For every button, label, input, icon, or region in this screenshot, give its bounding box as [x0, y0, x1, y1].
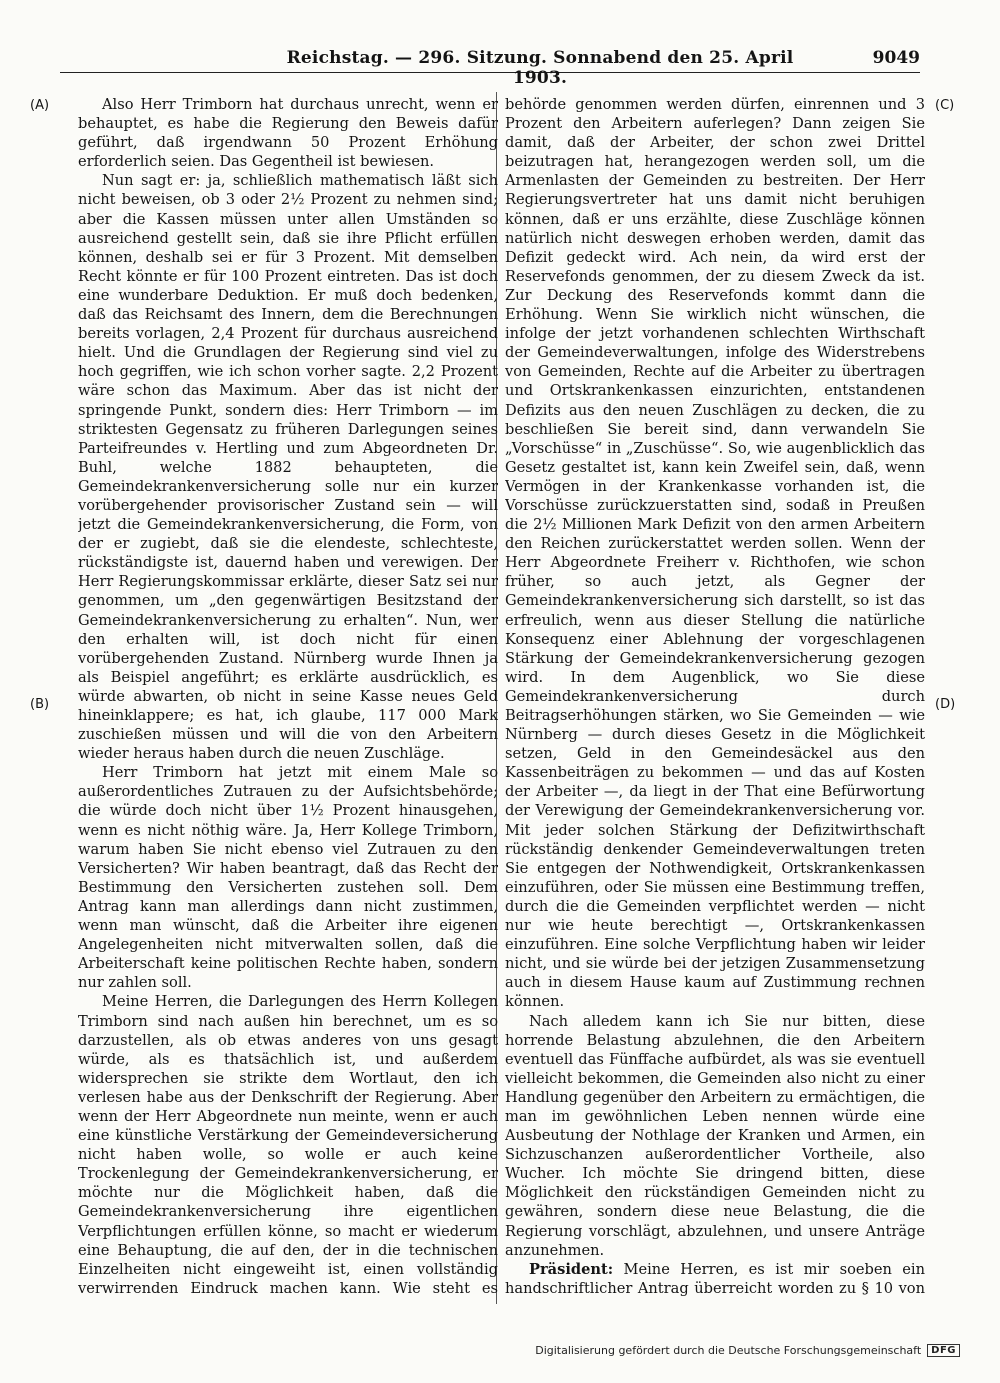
margin-marker-d: (D) — [935, 697, 956, 712]
paragraph: Meine Herren, die Darlegungen des Herrn Kollegen Trimborn sind nach außen hin berechnet, um es so darzustellen, als ob etwas anderes von uns gesagt würde, als es thatsächlich ist, und außerdem widersprechen sie strikte dem Wortlaut, den ich verlesen habe aus der Denkschrift der Regierung. Aber wenn der Herr Abgeordnete nun meinte, wenn er auch eine künstliche Verstärkung der Gemeindeversicherung nicht haben wolle, so wolle er auch keine Trockenlegung der Gemeindekrankenversicherung, er möchte nur die Möglichkeit haben, daß die Gemeindekrankenversicherung ihre eigentlichen Verpflichtungen erfüllen könne, so macht er wiederum eine Behauptung, die auf den, der in die technischen Einzelheiten nicht eingeweiht ist, einen vollständig verwirrenden Eindruck machen kann. Wie steht es — [78, 993, 498, 1297]
margin-marker-a: (A) — [30, 98, 50, 113]
left-column — [78, 95, 498, 1300]
paragraph: Nach alledem kann ich Sie nur bitten, diese horrende Belastung abzulehnen, die den Arbeitern eventuell das Fünffache aufbürdet, als was sie eventuell vielleicht bekommen, die Gemeinden also nicht zu einer Handlung gegenüber den Arbeitern zu ermächtigen, die man im gewöhnlichen Leben nennen würde eine Ausbeutung der Nothlage der Kranken und Armen, ein Sichzuschanzen außerordentlicher Vortheile, also Wucher. Ich möchte Sie dringend bitten, diese Möglichkeit den rückständigen Gemeinden nicht zu gewähren, sondern diese neue Belastung, die die Regierung vorschlägt, abzulehnen, und unsere Anträge anzunehmen. — [505, 1012, 925, 1259]
running-head: Reichstag. — 296. Sitzung. Sonnabend den 25. April 1903. — [286, 48, 794, 88]
paragraph: Also Herr Trimborn hat durchaus unrecht, wenn er behauptet, es habe die Regierung den Beweis dafür geführt, daß irgendwann 50 Prozent Erhöhung erforderlich seien. Das Gegentheil ist bewiesen. — [78, 96, 498, 171]
paragraph: Herr Trimborn hat jetzt mit einem Male so außerordentliches Zutrauen zu der Aufsichtsbehörde; die würde doch nicht über 1½ Prozent hinausgehen, wenn es nicht nöthig wäre. Ja, Herr Kollege Trimborn, warum haben Sie nicht ebenso viel Zutrauen zu den Versicherten? Wir haben beantragt, daß das Recht der Bestimmung den Versicherten zustehen soll. Dem Antrag kann man allerdings dann nicht zustimmen, wenn man wünscht, daß die Arbeiter ihre eigenen Angelegenheiten nicht mitverwalten sollen, daß die Arbeiterschaft keine politischen Rechte haben, sondern nur zahlen soll. — [78, 764, 498, 992]
president-text: Meine Herren, es ist mir soeben ein handschriftlicher Antrag überreicht worden zu § 10 von — [505, 1260, 925, 1297]
footer-credit: Digitalisierung gefördert durch die Deutsche Forschungsgemeinschaft — [535, 1344, 922, 1357]
speaker-label-president: Präsident: — [529, 1260, 614, 1278]
president-statement — [505, 1260, 925, 1300]
dfg-logo: DFG — [927, 1344, 960, 1357]
page-number: 9049 — [872, 48, 920, 68]
page-header — [60, 48, 920, 88]
margin-marker-c: (C) — [935, 98, 955, 113]
paragraph: Nun sagt er: ja, schließlich mathematisch läßt sich nicht beweisen, ob 3 oder 2½ Prozent zu nehmen sind; aber die Kassen müssen unter allen Umständen so ausreichend gestellt sein, daß sie ihre Pflicht erfüllen können, deshalb sei er für 3 Prozent. Mit demselben Recht könnte er für 100 Prozent eintreten. Das ist doch eine wunderbare Deduktion. Er muß doch bedenken, daß das Reichsamt des Innern, dem die Berechnungen bereits vorlagen, 2,4 Prozent für durchaus ausreichend hielt. Und die Grundlagen der Regierung sind viel zu hoch gegriffen, wie ich schon vorher sagte. 2,2 Prozent wäre schon das Maximum. Aber das ist nicht der springende Punkt, sondern dies: Herr Trimborn — im striktesten Gegensatz zu früheren Darlegungen seines Parteifreundes v. Hertling und zum Abgeordneten Dr. Buhl, welche 1882 behaupteten, die Gemeindekrankenversicherung solle nur ein kurzer vorübergehender provisorischer Zustand sein — will jetzt die Gemeindekrankenversicherung, die Form, von der er zugiebt, daß sie die elendeste, schlechteste, rückständigste ist, dauernd haben und verewigen. Der Herr Regierungskommissar erklärte, dieser Satz sei nur genommen, um „den gegenwärtigen Besitzstand der Gemeindekrankenversicherung zu erhalten“. Nun, wer den erhalten will, ist doch nicht für einen vorübergehenden Zustand. Nürnberg wurde Ihnen ja als Beispiel angeführt; es erklärte ausdrücklich, es würde abwarten, ob nicht in seine Kasse neues Geld hineinklappere; es hat, ich glaube, 117 000 Mark zuschießen müssen und will die von den Arbeitern wieder heraus haben durch die neuen Zuschläge. — [78, 172, 498, 763]
right-column — [505, 95, 925, 1300]
footer — [535, 1344, 960, 1357]
margin-marker-b: (B) — [30, 697, 50, 712]
paragraph-continuation: behörde genommen werden dürfen, einrennen und 3 Prozent den Arbeitern auferlegen? Dann zeigen Sie damit, daß der Arbeiter, der schon zwei Drittel beizutragen hat, herangezogen werden soll, um die Armenlasten der Gemeinden zu bestreiten. Der Herr Regierungsvertreter hat uns damit nicht beruhigen können, daß er uns erzählte, diese Zuschläge können natürlich nicht deswegen erhoben werden, damit das Defizit gedeckt wird. Ach nein, da wird erst der Reservefonds genommen, der zu diesem Zweck da ist. Zur Deckung des Reservefonds kommt dann die Erhöhung. Wenn Sie wirklich nicht wünschen, die infolge der jetzt vorhandenen schlechten Wirthschaft der Gemeindeverwaltungen, infolge des Widerstrebens von Gemeinden, Rechte auf die Arbeiter zu übertragen und Ortskrankenkassen einzurichten, entstandenen Defizits aus den neuen Zuschlägen zu decken, die zu beschließen Sie bereit sind, dann verwandeln Sie „Vorschüsse“ in „Zuschüsse“. So, wie augenblicklich das Gesetz gestaltet ist, kann kein Zweifel sein, daß, wenn Vermögen in der Krankenkasse vorhanden ist, die Vorschüsse zurückzuerstatten sind, sodaß in Preußen die 2½ Millionen Mark Defizit von den armen Arbeitern den Reichen zurückerstattet werden sollen. Wenn der Herr Abgeordnete Freiherr v. Richthofen, wie schon früher, so auch jetzt, als Gegner der Gemeindekrankenversicherung sich darstellt, so ist das erfreulich, wenn aus dieser Stellung die natürliche Konsequenz einer Ablehnung der vorgeschlagenen Stärkung der Gemeindekrankenversicherung gezogen wird. In dem Augenblick, wo Sie diese Gemeindekrankenversicherung durch Beitragserhöhungen stärken, wo Sie Gemeinden — wie Nürnberg — durch dieses Gesetz in die Möglichkeit setzen, Geld in den Gemeindesäckel aus den Kassenbeiträgen zu bekommen — und das auf Kosten der Arbeiter —, da liegt in der That eine Befürwortung der Verewigung der Gemeindekrankenversicherung vor. Mit jeder solchen Stärkung der Defizitwirthschaft rückständig denkender Gemeindeverwaltungen treten Sie entgegen der Nothwendigkeit, Ortskrankenkassen einzuführen, oder Sie müssen eine Bestimmung treffen, durch die die Gemeinden verpflichtet werden — nicht nur wie heute berechtigt —, Ortskrankenkassen einzuführen. Eine solche Verpflichtung haben wir leider nicht, und sie würde bei der jetzigen Zusammensetzung auch in diesem Hause kaum auf Zustimmung rechnen können. — [505, 96, 925, 1011]
